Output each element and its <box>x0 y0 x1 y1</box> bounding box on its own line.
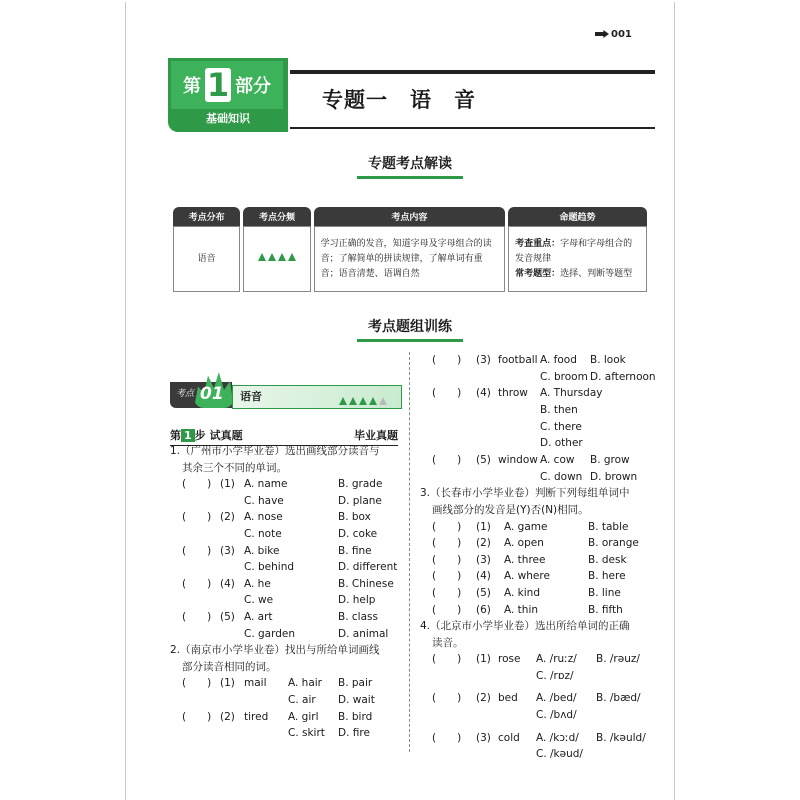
question-stem: 画线部分的发音是(Y)否(N)相同。 <box>432 503 589 516</box>
table-cell-content: 学习正确的发音，知道字母及字母组合的读音；了解简单的拼读规律，了解单词有重音；语音清楚、语调自然 <box>314 226 505 292</box>
option-b: B. then <box>540 404 578 417</box>
option-a: A. nose <box>244 511 283 524</box>
question-row <box>420 469 660 486</box>
question-row <box>170 626 402 643</box>
option-c: C. down <box>540 470 583 483</box>
option-b: B. here <box>588 570 626 583</box>
trend-label: 常考题型： <box>515 268 561 279</box>
option-a: A. he <box>244 577 271 590</box>
answer-blank[interactable]: ( ) <box>432 653 462 666</box>
question-row <box>420 385 660 402</box>
item-number: (5) <box>220 610 235 623</box>
option-c: C. there <box>540 420 582 433</box>
option-c: C. /bʌd/ <box>536 709 577 722</box>
tree-icon <box>369 397 377 405</box>
option-c: C. garden <box>244 627 296 640</box>
question-row <box>170 709 402 726</box>
option-c: C. have <box>244 494 284 507</box>
option-a: A. Thursday <box>540 387 603 400</box>
option-b: B. desk <box>588 553 627 566</box>
title-rule-top <box>290 70 655 74</box>
trend-label: 考查重点： <box>515 238 561 249</box>
kaodian-frequency <box>338 390 388 409</box>
given-word: throw <box>498 387 528 400</box>
given-word: football <box>498 354 538 366</box>
question-items <box>170 476 402 642</box>
question-row <box>420 419 660 436</box>
arrow-right-icon <box>595 30 609 38</box>
question-items <box>170 675 402 741</box>
question-row <box>420 369 660 386</box>
table-header: 考点分布 <box>173 207 240 226</box>
item-number: (2) <box>220 710 235 723</box>
item-number: (1) <box>476 653 491 666</box>
option-a: A. thin <box>504 603 539 616</box>
question-items <box>420 352 660 485</box>
table-header: 命题趋势 <box>508 207 647 226</box>
answer-blank[interactable]: ( ) <box>432 731 462 744</box>
column-divider <box>409 352 410 752</box>
question-row <box>420 402 660 419</box>
item-number: (2) <box>476 692 491 705</box>
part-prefix: 第 <box>183 76 201 97</box>
option-b: B. grow <box>590 454 630 467</box>
question-row <box>420 435 660 452</box>
question-row <box>420 602 660 619</box>
option-d: D. help <box>338 594 376 607</box>
question-stem: 部分读音相同的词。 <box>182 660 277 673</box>
answer-blank[interactable]: ( ) <box>432 570 462 583</box>
item-number: (2) <box>476 537 491 550</box>
option-a: A. bike <box>244 544 280 557</box>
option-b: B. fine <box>338 544 372 557</box>
tree-icon <box>268 253 276 261</box>
question-row <box>170 609 402 626</box>
right-column <box>420 352 660 763</box>
frequency-icons <box>243 226 310 292</box>
option-b: B. orange <box>588 537 639 550</box>
option-c: C. /rɒz/ <box>536 669 574 682</box>
question-items <box>420 651 660 763</box>
question-row <box>170 476 402 493</box>
answer-blank[interactable]: ( ) <box>182 677 212 690</box>
option-b: B. fifth <box>588 603 623 616</box>
question-row <box>170 509 402 526</box>
option-b: B. table <box>588 520 629 533</box>
step-number: 1 <box>181 429 195 442</box>
tree-icon <box>339 397 347 405</box>
answer-blank[interactable]: ( ) <box>432 454 462 467</box>
table-cell-topic: 语音 <box>173 226 240 292</box>
option-a: A. /ruːz/ <box>536 653 577 666</box>
option-b: B. line <box>588 586 621 599</box>
item-number: (4) <box>476 387 491 400</box>
question-row <box>170 692 402 709</box>
option-d: D. coke <box>338 527 378 540</box>
question-stem: 1.（广州市小学毕业卷）选出画线部分读音与 <box>170 445 380 457</box>
answer-blank[interactable]: ( ) <box>432 387 462 400</box>
question-row <box>170 592 402 609</box>
question-row <box>420 690 660 707</box>
option-d: D. brown <box>590 470 638 483</box>
given-word: bed <box>498 692 518 705</box>
option-b: B. /kəuld/ <box>596 731 646 744</box>
title-rule-bottom <box>290 127 655 129</box>
question-row <box>420 730 660 747</box>
given-word: tired <box>244 710 269 723</box>
answer-blank[interactable]: ( ) <box>432 520 462 533</box>
question-row <box>170 725 402 742</box>
part-label <box>171 61 283 109</box>
option-d: D. afternoon <box>590 370 656 383</box>
kaodian-label: 语音 <box>240 390 262 403</box>
answer-blank[interactable]: ( ) <box>432 553 462 566</box>
option-a: A. /bed/ <box>536 692 577 705</box>
answer-blank[interactable]: ( ) <box>432 537 462 550</box>
question-row <box>420 651 660 668</box>
tree-icon <box>349 397 357 405</box>
option-d: D. different <box>338 561 398 574</box>
item-number: (4) <box>476 570 491 583</box>
step-right-label: 毕业真题 <box>354 429 398 442</box>
answer-blank[interactable]: ( ) <box>432 603 462 616</box>
question-stem: 读音。 <box>432 636 464 649</box>
tree-icon <box>379 397 387 405</box>
item-number: (1) <box>476 520 491 533</box>
item-number: (5) <box>476 454 491 467</box>
question-row <box>420 707 660 724</box>
option-c: C. broom <box>540 370 588 383</box>
option-c: C. skirt <box>288 727 325 740</box>
option-d: D. plane <box>338 494 382 507</box>
question-stem: 4.（北京市小学毕业卷）选出所给单词的正确 <box>420 620 630 633</box>
trend-text: 选择、判断等题型 <box>560 268 633 279</box>
question-row <box>170 493 402 510</box>
item-number: (5) <box>476 586 491 599</box>
given-word: rose <box>498 653 521 666</box>
option-a: A. girl <box>288 710 319 723</box>
question-items <box>420 519 660 619</box>
question-row <box>420 552 660 569</box>
option-b: B. /rəuz/ <box>596 653 640 666</box>
kaodian-number: 01 <box>200 384 224 404</box>
item-number: (3) <box>476 354 491 366</box>
tree-icon <box>288 253 296 261</box>
part-suffix: 部分 <box>235 76 271 97</box>
answer-blank[interactable]: ( ) <box>182 577 212 590</box>
option-b: B. grade <box>338 478 383 491</box>
option-b: B. /bæd/ <box>596 692 641 705</box>
step-header: 第 1 步 试真题 毕业真题 <box>170 427 398 446</box>
answer-blank[interactable]: ( ) <box>432 692 462 705</box>
option-a: A. open <box>504 537 544 550</box>
option-d: D. wait <box>338 693 375 706</box>
item-number: (3) <box>476 553 491 566</box>
option-a: A. hair <box>288 677 322 690</box>
option-b: B. Chinese <box>338 577 394 590</box>
given-word: cold <box>498 731 520 744</box>
question-row <box>420 519 660 536</box>
question-row <box>420 452 660 469</box>
table-cell-trend <box>508 226 647 292</box>
table-header: 考点分频 <box>243 207 310 226</box>
answer-blank[interactable]: ( ) <box>182 710 212 723</box>
question-row <box>420 668 660 685</box>
part-number: 1 <box>206 66 230 104</box>
trend-text: 字母和字母组合的发音规律 <box>515 238 633 264</box>
answer-blank[interactable]: ( ) <box>432 354 462 366</box>
given-word: window <box>498 454 538 467</box>
option-b: B. pair <box>338 677 373 690</box>
option-a: A. three <box>504 553 546 566</box>
option-a: A. art <box>244 610 273 623</box>
option-b: B. box <box>338 511 371 524</box>
answer-blank[interactable]: ( ) <box>182 544 212 557</box>
option-a: A. where <box>504 570 550 583</box>
left-column <box>170 443 402 742</box>
option-b: B. class <box>338 610 378 623</box>
question-stem: 3.（长春市小学毕业卷）判断下列每组单词中 <box>420 487 630 500</box>
given-word: mail <box>244 677 267 690</box>
option-a: A. name <box>244 478 288 491</box>
option-b: B. look <box>590 354 626 366</box>
section-title-practice: 考点题组训练 <box>340 316 480 342</box>
item-number: (1) <box>220 677 235 690</box>
item-number: (3) <box>476 731 491 744</box>
question-row <box>420 568 660 585</box>
answer-blank[interactable]: ( ) <box>182 478 212 491</box>
item-number: (1) <box>220 478 235 491</box>
option-c: C. behind <box>244 561 295 574</box>
chapter-title: 专题一 语 音 <box>322 88 476 112</box>
option-a: A. kind <box>504 586 540 599</box>
question-row <box>420 352 660 369</box>
tree-icon <box>258 253 266 261</box>
tree-icon <box>359 397 367 405</box>
section-title-analysis: 专题考点解读 <box>340 153 480 179</box>
question-row <box>420 585 660 602</box>
option-c: C. we <box>244 594 274 607</box>
question-row <box>170 526 402 543</box>
question-row <box>170 559 402 576</box>
option-a: A. game <box>504 520 548 533</box>
option-d: D. other <box>540 437 583 450</box>
kaodian-header <box>170 372 400 408</box>
answer-blank[interactable]: ( ) <box>182 511 212 524</box>
question-row <box>420 535 660 552</box>
item-number: (6) <box>476 603 491 616</box>
question-row <box>170 543 402 560</box>
question-row <box>170 576 402 593</box>
option-c: C. note <box>244 527 282 540</box>
item-number: (2) <box>220 511 235 524</box>
question-stem: 其余三个不同的单词。 <box>182 461 287 474</box>
option-c: C. air <box>288 693 316 706</box>
question-row <box>420 746 660 763</box>
option-a: A. cow <box>540 454 575 467</box>
question-row <box>170 675 402 692</box>
table-header: 考点内容 <box>314 207 505 226</box>
option-a: A. food <box>540 354 577 366</box>
option-b: B. bird <box>338 710 373 723</box>
tree-icon <box>278 253 286 261</box>
item-number: (4) <box>220 577 235 590</box>
answer-blank[interactable]: ( ) <box>432 586 462 599</box>
kaodian-kao: 考点 <box>176 389 195 399</box>
option-a: A. /kɔːd/ <box>536 731 579 744</box>
step-name: 试真题 <box>209 429 243 442</box>
option-d: D. fire <box>338 727 370 740</box>
option-d: D. animal <box>338 627 389 640</box>
question-stem: 2.（南京市小学毕业卷）找出与所给单词画线 <box>170 644 380 657</box>
part-subtitle: 基础知识 <box>206 112 250 125</box>
item-number: (3) <box>220 544 235 557</box>
page-number: 001 <box>595 29 632 40</box>
answer-blank[interactable]: ( ) <box>182 610 212 623</box>
option-c: C. /kəud/ <box>536 748 583 761</box>
topic-table <box>170 207 650 292</box>
